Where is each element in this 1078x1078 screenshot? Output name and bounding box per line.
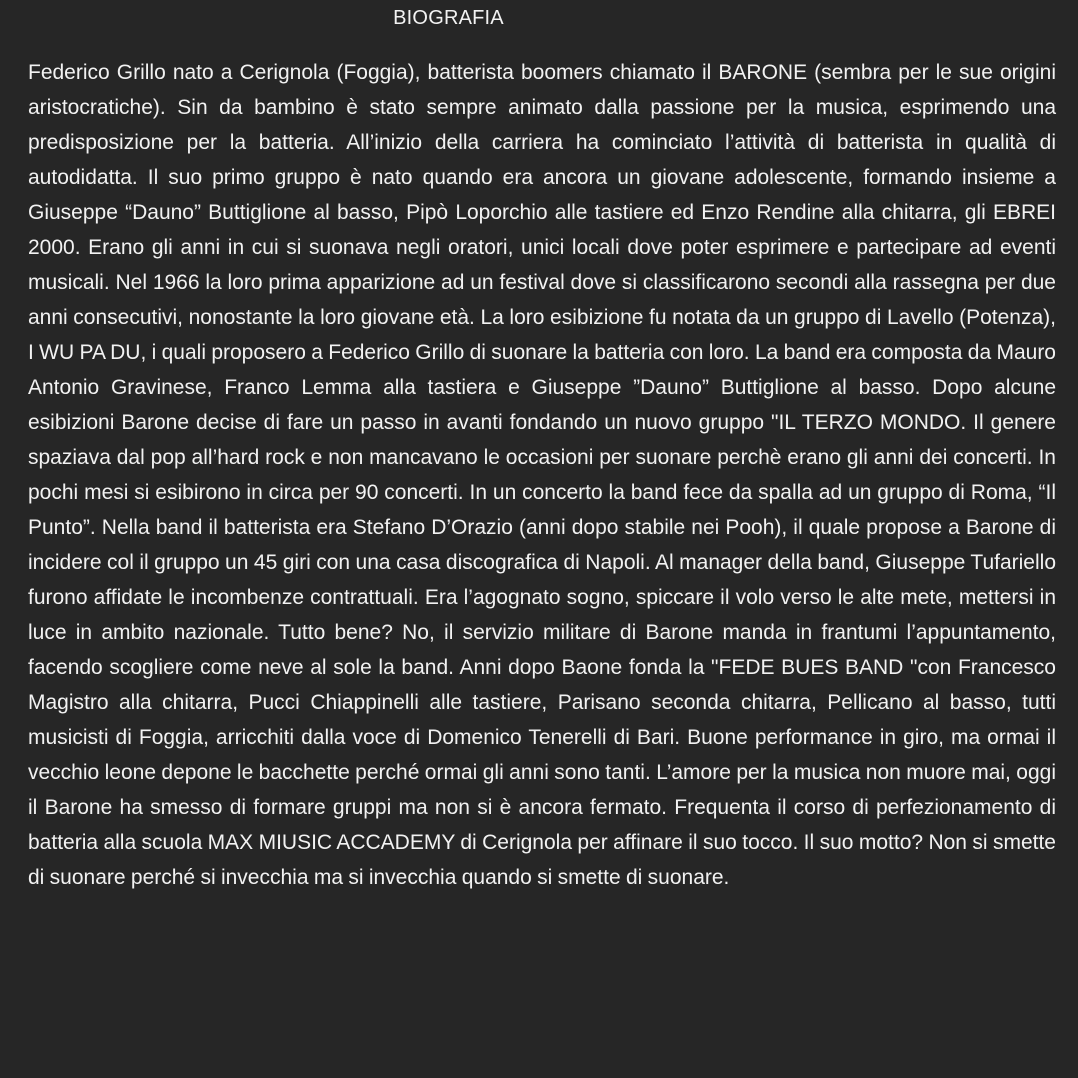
biography-paragraph: Federico Grillo nato a Cerignola (Foggia), batterista boomers chiamato il BARONE (sembra per le sue origini aristocratiche). Sin da bambino è stato sempre animato dalla passione per la musica, esprimendo una predisposizione per la batteria. All’inizio della carriera ha cominciato l’attività di batterista in qualità di autodidatta. Il suo primo gruppo è nato quando era ancora un giovane adolescente, formando insieme a Giuseppe “Dauno” Buttiglione al basso, Pipò Loporchio alle tastiere ed Enzo Rendine alla chitarra, gli EBREI 2000. Erano gli anni in cui si suonava negli oratori, unici locali dove poter esprimere e partecipare ad eventi musicali. Nel 1966 la loro prima apparizione ad un festival dove si classificarono secondi alla rassegna per due anni consecutivi, nonostante la loro giovane età. La loro esibizione fu notata da un gruppo di Lavello (Potenza), I WU PA DU, i quali proposero a Federico Grillo di suonare la batteria con loro. La band era composta da Mauro Antonio Gravinese, Franco Lemma alla tastiera e Giuseppe ”Dauno” Buttiglione al basso. Dopo alcune esibizioni Barone decise di fare un passo in avanti fondando un nuovo gruppo "IL TERZO MONDO. Il genere spaziava dal pop all’hard rock e non mancavano le occasioni per suonare perchè erano gli anni dei concerti. In pochi mesi si esibirono in circa per 90 concerti. In un concerto la band fece da spalla ad un gruppo di Roma, “Il Punto”. Nella band il batterista era Stefano D’Orazio (anni dopo stabile nei Pooh), il quale propose a Barone di incidere col il gruppo un 45 giri con una casa discografica di Napoli. Al manager della band, Giuseppe Tufariello furono affidate le incombenze contrattuali. Era l’agognato sogno, spiccare il volo verso le alte mete, mettersi in luce in ambito nazionale. Tutto bene? No, il servizio militare di Barone manda in frantumi l’appuntamento, facendo scogliere come neve al sole la band. Anni dopo Baone fonda la "FEDE BUES BAND "con Francesco Magistro alla chitarra, Pucci Chiappinelli alle tastiere, Parisano seconda chitarra, Pellicano al basso, tutti musicisti di Foggia, arricchiti dalla voce di Domenico Tenerelli di Bari. Buone performance in giro, ma ormai il vecchio leone depone le bacchette perché ormai gli anni sono tanti. L’amore per la musica non muore mai, oggi il Barone ha smesso di formare gruppi ma non si è ancora fermato. Frequenta il corso di perfezionamento di batteria alla scuola MAX MIUSIC ACCADEMY di Cerignola per affinare il suo tocco. Il suo motto? Non si smette di suonare perché si invecchia ma si invecchia quando si smette di suonare. <box>28 61 1056 889</box>
page-title: BIOGRAFIA <box>393 7 504 29</box>
